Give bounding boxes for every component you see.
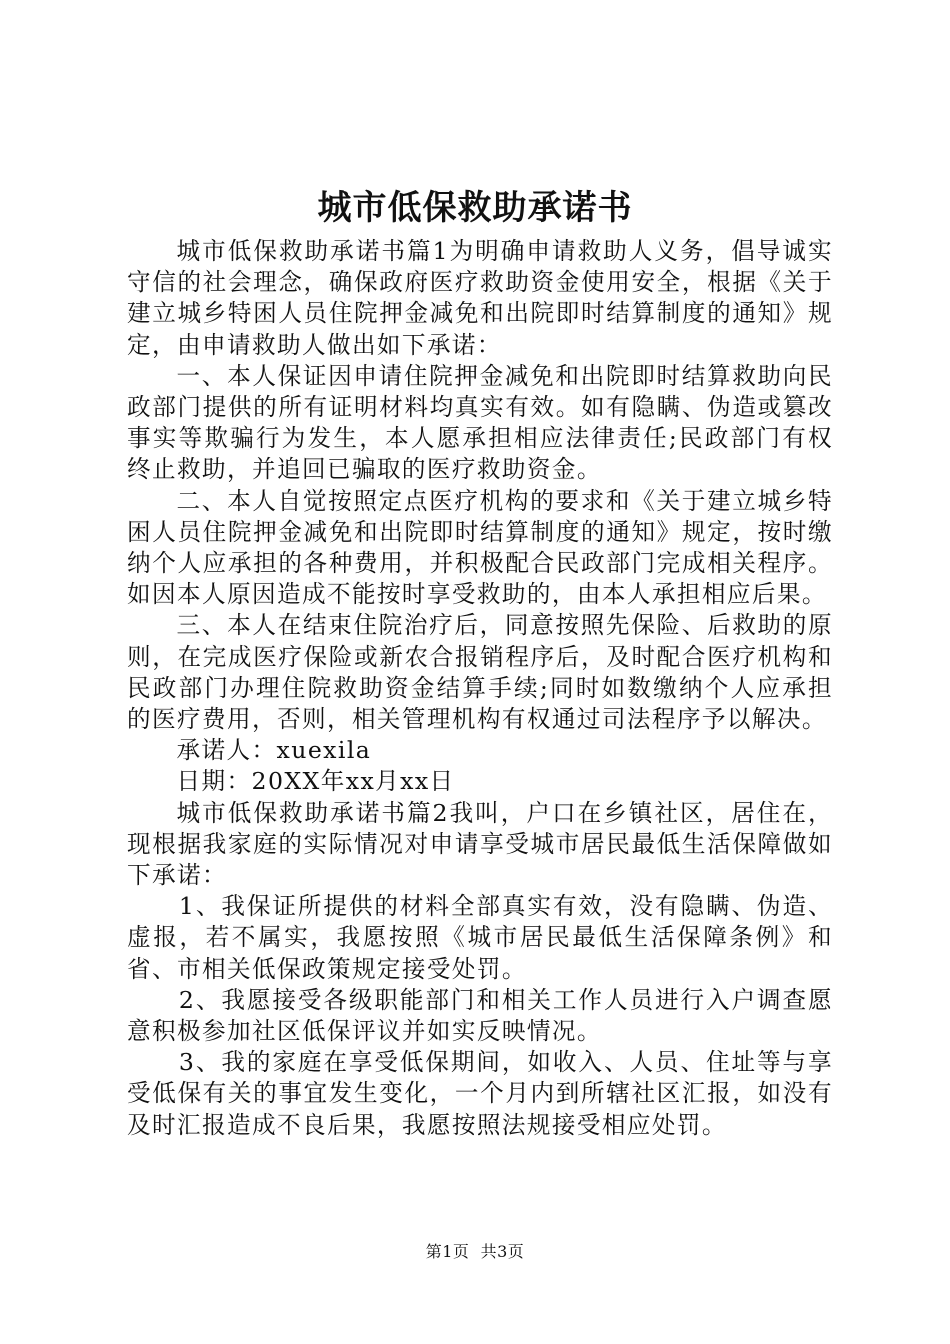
paragraph-pledge-2: 二、本人自觉按照定点医疗机构的要求和《关于建立城乡特困人员住院押金减免和出院即时结算制度的通知》规定，按时缴纳个人应承担的各种费用，并积极配合民政部门完成相关程序。如因本人原因造成不能按时享受救助的，由本人承担相应后果。	[127, 486, 833, 609]
date-line: 日期：20XX年xx月xx日	[176, 767, 455, 796]
signature-line: 承诺人：xuexila	[176, 736, 372, 765]
page-number: 第1页 共3页	[425, 1242, 525, 1261]
document-body	[127, 236, 833, 1141]
paragraph-pledge-3: 三、本人在结束住院治疗后，同意按照先保险、后救助的原则，在完成医疗保险或新农合报销程序后，及时配合医疗机构和民政部门办理住院救助资金结算手续;同时如数缴纳个人应承担的医疗费用，否则，相关管理机构有权通过司法程序予以解决。	[127, 611, 833, 734]
document-title: 城市低保救助承诺书	[317, 188, 633, 228]
paragraph-pledge-1: 一、本人保证因申请住院押金减免和出院即时结算救助向民政部门提供的所有证明材料均真实有效。如有隐瞒、伪造或篡改事实等欺骗行为发生，本人愿承担相应法律责任;民政部门有权终止救助，并追回已骗取的医疗救助资金。	[127, 361, 833, 484]
paragraph-intro-2: 城市低保救助承诺书篇2我叫，户口在乡镇社区，居住在，现根据我家庭的实际情况对申请享受城市居民最低生活保障做如下承诺：	[127, 798, 833, 890]
list-item-1: 1、我保证所提供的材料全部真实有效，没有隐瞒、伪造、虚报，若不属实，我愿按照《城市居民最低生活保障条例》和省、市相关低保政策规定接受处罚。	[127, 892, 833, 983]
paragraph-intro-1: 城市低保救助承诺书篇1为明确申请救助人义务，倡导诚实守信的社会理念，确保政府医疗救助资金使用安全，根据《关于建立城乡特困人员住院押金减免和出院即时结算制度的通知》规定，由申请救助人做出如下承诺：	[127, 237, 833, 359]
list-item-3: 3、我的家庭在享受低保期间，如收入、人员、住址等与享受低保有关的事宜发生变化，一个月内到所辖社区汇报，如没有及时汇报造成不良后果，我愿按照法规接受相应处罚。	[127, 1048, 833, 1139]
list-item-2: 2、我愿接受各级职能部门和相关工作人员进行入户调查愿意积极参加社区低保评议并如实反映情况。	[127, 985, 833, 1046]
page-footer	[0, 1241, 950, 1263]
